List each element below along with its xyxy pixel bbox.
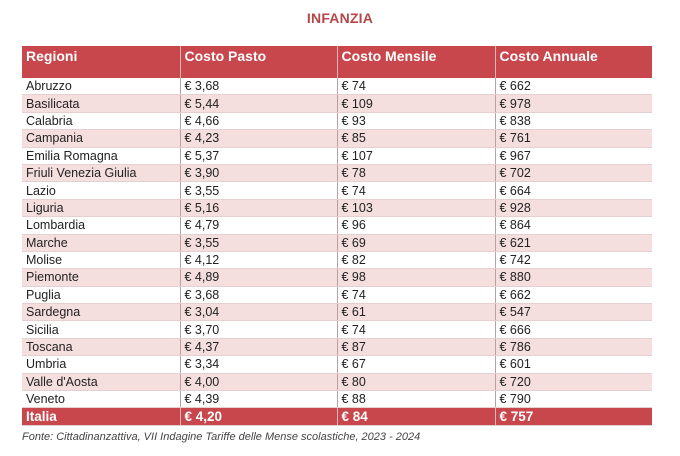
cell-region: Abruzzo — [22, 78, 180, 95]
cell-region: Campania — [22, 130, 180, 147]
cell-costo-pasto: € 4,37 — [180, 338, 337, 355]
cell-costo-mensile: € 74 — [337, 321, 495, 338]
table-row — [22, 251, 652, 268]
cell-costo-annuale: € 664 — [495, 182, 652, 199]
cell-region: Sardegna — [22, 304, 180, 321]
cell-costo-annuale: € 662 — [495, 286, 652, 303]
cell-costo-annuale: € 838 — [495, 112, 652, 129]
table-header-row — [22, 46, 652, 78]
table-body — [22, 78, 652, 426]
cell-costo-annuale: € 621 — [495, 234, 652, 251]
cell-costo-annuale: € 666 — [495, 321, 652, 338]
cell-costo-annuale: € 662 — [495, 78, 652, 95]
cell-region: Umbria — [22, 356, 180, 373]
cell-costo-mensile: € 93 — [337, 112, 495, 129]
cell-region: Sicilia — [22, 321, 180, 338]
total-row — [22, 408, 652, 426]
cell-costo-mensile: € 82 — [337, 251, 495, 268]
cell-costo-mensile: € 107 — [337, 147, 495, 164]
cell-costo-annuale: € 928 — [495, 199, 652, 216]
cell-costo-mensile: € 103 — [337, 199, 495, 216]
table-row — [22, 147, 652, 164]
total-cell-costo-mensile: € 84 — [337, 408, 495, 426]
cell-costo-annuale: € 761 — [495, 130, 652, 147]
cell-region: Veneto — [22, 391, 180, 408]
cell-costo-pasto: € 3,55 — [180, 234, 337, 251]
table-row — [22, 78, 652, 95]
cell-costo-mensile: € 67 — [337, 356, 495, 373]
cell-costo-pasto: € 4,00 — [180, 373, 337, 390]
cell-costo-mensile: € 96 — [337, 217, 495, 234]
cell-costo-mensile: € 98 — [337, 269, 495, 286]
total-cell-costo-annuale: € 757 — [495, 408, 652, 426]
cell-costo-pasto: € 3,68 — [180, 286, 337, 303]
cell-costo-pasto: € 5,16 — [180, 199, 337, 216]
cell-costo-pasto: € 3,68 — [180, 78, 337, 95]
header-costo-annuale: Costo Annuale — [495, 46, 652, 78]
source-note: Fonte: Cittadinanzattiva, VII Indagine Tariffe delle Mense scolastiche, 2023 - 2024 — [22, 431, 421, 443]
table-row — [22, 269, 652, 286]
cell-costo-pasto: € 4,79 — [180, 217, 337, 234]
cell-costo-annuale: € 967 — [495, 147, 652, 164]
cell-costo-pasto: € 4,39 — [180, 391, 337, 408]
cell-costo-pasto: € 5,37 — [180, 147, 337, 164]
cell-costo-mensile: € 80 — [337, 373, 495, 390]
header-regioni: Regioni — [22, 46, 180, 78]
cell-costo-pasto: € 4,66 — [180, 112, 337, 129]
table-row — [22, 373, 652, 390]
cell-costo-annuale: € 742 — [495, 251, 652, 268]
cell-region: Emilia Romagna — [22, 147, 180, 164]
header-costo-mensile: Costo Mensile — [337, 46, 495, 78]
cell-costo-pasto: € 4,12 — [180, 251, 337, 268]
cell-costo-annuale: € 978 — [495, 95, 652, 112]
cell-costo-mensile: € 109 — [337, 95, 495, 112]
cell-costo-mensile: € 85 — [337, 130, 495, 147]
cell-region: Basilicata — [22, 95, 180, 112]
cell-costo-mensile: € 78 — [337, 164, 495, 181]
cell-region: Friuli Venezia Giulia — [22, 164, 180, 181]
cell-region: Molise — [22, 251, 180, 268]
table-row — [22, 304, 652, 321]
cell-costo-annuale: € 702 — [495, 164, 652, 181]
cell-costo-pasto: € 5,44 — [180, 95, 337, 112]
cell-costo-mensile: € 88 — [337, 391, 495, 408]
total-cell-costo-pasto: € 4,20 — [180, 408, 337, 426]
table-row — [22, 356, 652, 373]
page-title: INFANZIA — [306, 10, 374, 26]
header-costo-pasto: Costo Pasto — [180, 46, 337, 78]
cell-costo-pasto: € 3,55 — [180, 182, 337, 199]
cell-region: Valle d'Aosta — [22, 373, 180, 390]
cost-table — [22, 46, 652, 426]
cell-costo-annuale: € 880 — [495, 269, 652, 286]
cell-region: Puglia — [22, 286, 180, 303]
table-row — [22, 338, 652, 355]
table-row — [22, 286, 652, 303]
cell-costo-mensile: € 74 — [337, 78, 495, 95]
table-row — [22, 164, 652, 181]
cell-costo-annuale: € 790 — [495, 391, 652, 408]
cell-costo-annuale: € 720 — [495, 373, 652, 390]
cell-costo-mensile: € 69 — [337, 234, 495, 251]
cell-costo-mensile: € 74 — [337, 286, 495, 303]
cell-costo-annuale: € 547 — [495, 304, 652, 321]
cell-costo-pasto: € 3,34 — [180, 356, 337, 373]
cell-costo-annuale: € 786 — [495, 338, 652, 355]
table-row — [22, 321, 652, 338]
table-row — [22, 182, 652, 199]
cell-region: Lombardia — [22, 217, 180, 234]
cell-costo-annuale: € 864 — [495, 217, 652, 234]
cell-costo-pasto: € 4,23 — [180, 130, 337, 147]
cell-costo-mensile: € 87 — [337, 338, 495, 355]
table-row — [22, 112, 652, 129]
cell-region: Marche — [22, 234, 180, 251]
cell-costo-pasto: € 4,89 — [180, 269, 337, 286]
table-row — [22, 391, 652, 408]
cell-costo-pasto: € 3,90 — [180, 164, 337, 181]
cell-costo-pasto: € 3,70 — [180, 321, 337, 338]
table-row — [22, 234, 652, 251]
cell-region: Lazio — [22, 182, 180, 199]
total-cell-region: Italia — [22, 408, 180, 426]
table-row — [22, 95, 652, 112]
cell-region: Calabria — [22, 112, 180, 129]
cell-costo-annuale: € 601 — [495, 356, 652, 373]
table-row — [22, 199, 652, 216]
cell-region: Piemonte — [22, 269, 180, 286]
table-row — [22, 130, 652, 147]
cell-costo-mensile: € 61 — [337, 304, 495, 321]
cell-costo-mensile: € 74 — [337, 182, 495, 199]
table-row — [22, 217, 652, 234]
cell-region: Toscana — [22, 338, 180, 355]
cell-costo-pasto: € 3,04 — [180, 304, 337, 321]
cell-region: Liguria — [22, 199, 180, 216]
